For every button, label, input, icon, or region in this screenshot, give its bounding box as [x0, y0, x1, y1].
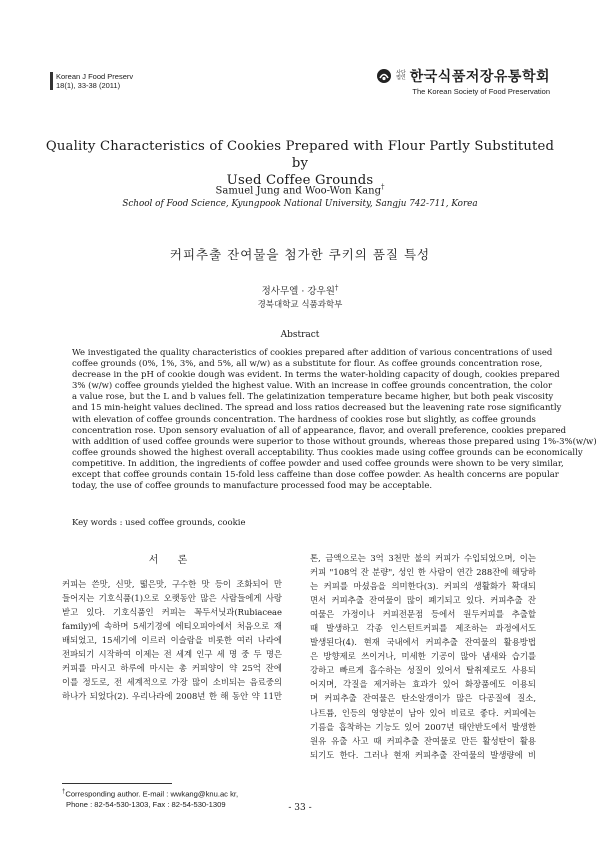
affiliation: School of Food Science, Kyungpook National University, Sangju 742-711, Korea — [122, 199, 478, 209]
footnote-line: Corresponding author. E-mail : wwkang@knu.ac kr, — [65, 789, 239, 799]
text-line: coffee grounds (0%, 1%, 3%, and 5%, all w/w) as a substitute for flour. As coffee grounds concentration rose, — [72, 359, 543, 370]
footnote-line: Phone : 82-54-530-1303, Fax : 82-54-530-1309 — [66, 800, 226, 810]
authors — [0, 183, 600, 196]
abstract-heading: Abstract — [280, 330, 320, 340]
text-line: 이를 정도로, 전 세계적으로 가장 많이 소비되는 음료중의 — [62, 677, 282, 688]
text-line: 원유 유출 사고 때 커피추출 잔여물로 만든 활성탄이 활용 — [310, 735, 536, 746]
text-line: coffee grounds showed the highest overall acceptability. Thus cookies made using coffee grounds can be economically — [72, 447, 583, 458]
korean-title: 커피추출 잔여물을 첨가한 쿠키의 품질 특성 — [169, 247, 431, 262]
text-line: 들어지는 기호식품(1)으로 오랫동안 많은 사람들에게 사랑 — [62, 593, 282, 604]
text-line: decrease in the pH of cookie dough was evident. In terms the water-holding capacity of dough, cookies prepared — [72, 370, 560, 381]
page-number: - 33 - — [288, 803, 312, 813]
footnote-mark: † — [62, 789, 66, 795]
text-line: with addition of used coffee grounds were superior to those without grounds, whereas those prepared using 1%-3%(w/w) — [72, 436, 597, 447]
korean-author-names: 정사무엘 · 강우원 — [261, 286, 335, 297]
text-line: 톤, 금액으로는 3억 3천만 불의 커피가 수입되었으며, 이는 — [310, 553, 536, 563]
intro-left-column — [62, 577, 282, 703]
text-line: 배되었고, 15세기에 이르러 이슬람을 비롯한 여러 나라에 — [62, 635, 282, 646]
keywords: Key words : used coffee grounds, cookie — [72, 518, 246, 528]
paper-title — [40, 138, 560, 189]
text-line: concentration rose. Upon sensory evaluation of all of appearance, flavor, and overall preference, cookies prepared — [72, 425, 567, 436]
paper-title-line: Used Coffee Grounds — [226, 173, 374, 188]
text-line: 커피 "108억 잔 분량", 성인 한 사람이 연간 288잔에 해당하 — [310, 567, 536, 578]
text-line: 받고 있다. 기호식품인 커피는 꼭두서닛과(Rubiaceae — [62, 607, 282, 618]
paper-title-line: Quality Characteristics of Cookies Prepared with Flour Partly Substituted by — [45, 139, 555, 171]
journal-name: Korean J Food Preserv — [56, 72, 134, 81]
text-line: We investigated the quality characteristics of cookies prepared after addition of various concentrations of used — [72, 348, 553, 358]
korean-affiliation: 경북대학교 식품과학부 — [257, 300, 343, 310]
korean-corresponding-mark: † — [334, 283, 339, 292]
text-line: 커피를 마시고 하루에 마시는 총 커피양이 약 25억 잔에 — [62, 663, 282, 674]
journal-info — [50, 72, 133, 90]
text-line: and 15 min-height values declined. The spread and loss ratios decreased but the leavening rate rose significantly — [72, 403, 562, 414]
footnote-divider — [62, 783, 172, 784]
text-line: 3% (w/w) coffee grounds yielded the highest value. With an increase in coffee grounds concentration, the color — [72, 381, 553, 392]
text-line: family)에 속하며 5세기경에 에티오피아에서 처음으로 재 — [62, 621, 282, 632]
text-line: except that coffee grounds contain 15-fold less caffeine than dose coffee powder. As health concerns are popular — [72, 470, 559, 481]
text-line: 커피는 쓴맛, 신맛, 떫은맛, 구수한 맛 등이 조화되어 만 — [62, 579, 282, 589]
corresponding-mark: † — [380, 183, 385, 191]
text-line: 여물은 가정이나 커피전문점 등에서 원두커피를 추출할 — [310, 609, 536, 620]
section-heading-introduction: 서 론 — [148, 555, 196, 566]
text-line: 면서 커피추출 잔여물이 많이 폐기되고 있다. 커피추출 잔 — [310, 595, 536, 606]
text-line: 되기도 한다. 그러나 현재 커피추출 잔여물의 발생량에 비 — [310, 749, 536, 760]
text-line: 며 커피추출 잔여물은 탄소알갱이가 많은 다공질에 질소, — [310, 693, 536, 704]
abstract-text — [72, 348, 597, 492]
society-name-english: The Korean Society of Food Preservation — [412, 87, 550, 96]
text-line: 발생된다(4). 현재 국내에서 커피추출 잔여물의 활용방법 — [310, 637, 536, 648]
text-line: 은 방향제로 쓰이거나, 미세한 기공이 많아 냄새와 습기를 — [310, 651, 536, 662]
text-line: 때 발생하고 각종 인스턴트커피를 제조하는 과정에서도 — [310, 623, 536, 634]
text-line: 는 커피를 마셨음을 의미한다(3). 커피의 생활화가 확대되 — [310, 581, 536, 592]
society-logo-icon — [376, 68, 392, 84]
intro-right-column — [310, 551, 536, 762]
society-header — [376, 66, 550, 96]
text-line: 기름을 흡착하는 기능도 있어 2007년 태안반도에서 발생한 — [310, 721, 536, 732]
society-corp-mark: 사단 법인 — [396, 69, 406, 81]
text-line: competitive. In addition, the ingredients of coffee powder and used coffee grounds were shown to be very similar, — [72, 458, 564, 469]
text-line: 하나가 되었다(2). 우리나라에 2008년 한 해 동안 약 11만 — [62, 691, 282, 702]
text-line: 강하고 빠르게 흡수하는 성질이 있어서 탈취제로도 사용되 — [310, 665, 536, 676]
text-line: 나트륨, 인등의 영양분이 남아 있어 비료로 좋다. 커피에는 — [310, 707, 536, 718]
text-line: with elevation of coffee grounds concentration. The hardness of cookies rose but slightly, as coffee grounds — [72, 414, 536, 425]
text-line: 어지며, 각질을 제거하는 효과가 있어 화장품에도 이용되 — [310, 679, 536, 690]
text-line: today, the use of coffee grounds to manufacture processed food may be acceptable. — [72, 481, 433, 492]
text-line: a value rose, but the L and b values fell. The gelatinization temperature became higher, but both peak viscosity — [72, 392, 554, 403]
author-names: Samuel Jung and Woo-Won Kang — [215, 185, 381, 197]
text-line: 전파되기 시작하여 이제는 전 세계 인구 세 명 중 두 명은 — [62, 649, 282, 660]
journal-issue: 18(1), 33-38 (2011) — [56, 81, 121, 90]
korean-authors — [0, 283, 600, 297]
society-name-korean: 한국식품저장유통학회 — [409, 68, 550, 84]
